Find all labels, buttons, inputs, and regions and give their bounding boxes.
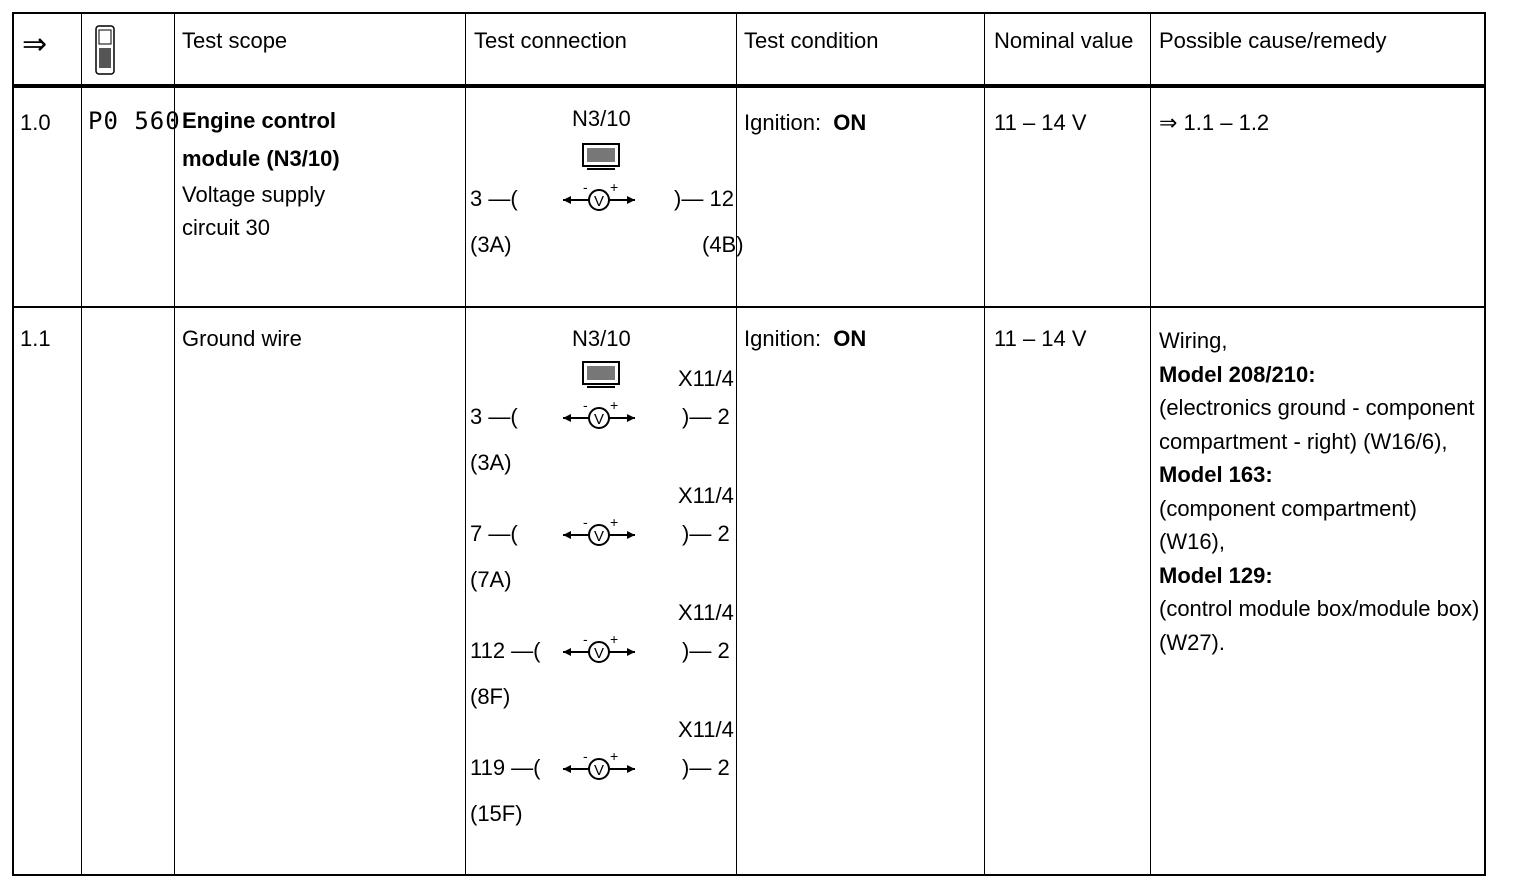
svg-text:+: + (610, 632, 619, 647)
pin-left-sub: (3A) (470, 450, 512, 475)
nominal-value: 11 – 14 V (994, 110, 1087, 135)
voltmeter-icon (561, 398, 637, 440)
scope-title-line1: Engine control (182, 108, 336, 133)
condition-value: ON (833, 326, 867, 351)
pin-left-sub: (8F) (470, 684, 511, 709)
target-connector: X11/4 (678, 366, 734, 391)
pin-right: )— 2 (682, 638, 730, 663)
svg-text:V: V (593, 645, 605, 662)
svg-text:-: - (583, 180, 588, 195)
voltmeter-icon (561, 515, 637, 557)
target-connector: X11/4 (678, 717, 734, 742)
svg-text:-: - (583, 749, 588, 764)
header-divider (14, 84, 1484, 88)
test-condition (744, 106, 866, 140)
voltmeter-icon (561, 749, 637, 791)
svg-text:V: V (593, 528, 605, 545)
voltmeter-icon (561, 632, 637, 674)
col-divider (736, 14, 737, 874)
diagnostic-table (12, 12, 1486, 876)
col-divider (465, 14, 466, 874)
pin-right-sub: (4B) (702, 232, 744, 257)
arrow-icon: ⇒ (22, 28, 48, 61)
scope-desc-line1: Voltage supply (182, 182, 326, 207)
svg-text:+: + (610, 180, 619, 195)
condition-value: ON (833, 110, 867, 135)
target-connector: X11/4 (678, 483, 734, 508)
handheld-tester-icon (94, 24, 116, 86)
component-label: N3/10 (572, 106, 631, 131)
svg-text:-: - (583, 515, 588, 530)
col-divider (174, 14, 175, 874)
svg-text:+: + (610, 398, 619, 413)
pin-right-number: 12 (709, 186, 734, 211)
pin-left-sub: (3A) (470, 232, 512, 257)
remedy-link[interactable]: ⇒ 1.1 – 1.2 (1159, 110, 1270, 135)
row-divider (14, 306, 1484, 308)
col-divider (1150, 14, 1151, 874)
col-divider (81, 14, 82, 874)
remedy-text (1159, 324, 1484, 659)
pin-left: 112 —( (470, 638, 541, 663)
remedy-line: (control module box/module box) (1159, 596, 1480, 621)
remedy-line: Wiring, (1159, 328, 1228, 353)
svg-text:V: V (593, 193, 605, 210)
pin-left: 119 —( (470, 755, 541, 780)
pin-right: )— 12 (674, 186, 734, 211)
remedy-line: Model 163: (1159, 462, 1273, 487)
header-possible-cause: Possible cause/remedy (1159, 28, 1387, 53)
remedy-line: (W27). (1159, 629, 1225, 655)
remedy-line: (electronics ground - component (1159, 395, 1475, 420)
component-label: N3/10 (572, 326, 631, 351)
svg-text:-: - (583, 398, 588, 413)
col-divider (984, 14, 985, 874)
target-connector: X11/4 (678, 600, 734, 625)
pin-left-sub: (7A) (470, 567, 512, 592)
scope-desc-line2: circuit 30 (182, 215, 271, 240)
scope-title-line2: module (N3/10) (182, 146, 340, 171)
header-nominal-value: Nominal value (994, 28, 1134, 53)
pin-left: 3 —( (470, 404, 518, 429)
remedy-line: Model 129: (1159, 562, 1273, 588)
header-test-scope: Test scope (182, 28, 288, 53)
remedy-line: compartment - right) (W16/6), (1159, 428, 1448, 454)
fault-code: P0 560 (88, 107, 181, 135)
svg-text:+: + (610, 515, 619, 530)
pin-right: )— 2 (682, 521, 730, 546)
scope-title: Ground wire (182, 326, 302, 351)
ecu-icon (581, 360, 621, 396)
ecu-icon (581, 142, 621, 178)
voltmeter-icon (561, 180, 637, 222)
svg-text:V: V (593, 411, 605, 428)
nominal-value: 11 – 14 V (994, 326, 1087, 351)
pin-left-number: 3 (470, 186, 483, 211)
header-test-connection: Test connection (474, 28, 627, 53)
condition-label: Ignition: (744, 326, 822, 351)
condition-label: Ignition: (744, 110, 822, 135)
svg-text:V: V (593, 762, 605, 779)
svg-text:+: + (610, 749, 619, 764)
pin-left: 7 —( (470, 521, 518, 546)
pin-left: 3 —( (470, 186, 518, 211)
remedy-line: (component compartment) (W16), (1159, 495, 1417, 554)
pin-right: )— 2 (682, 755, 730, 780)
pin-left-sub: (15F) (470, 801, 523, 826)
header-test-condition: Test condition (744, 28, 879, 53)
svg-text:-: - (583, 632, 588, 647)
step-number: 1.1 (20, 326, 51, 351)
pin-right: )— 2 (682, 404, 730, 429)
step-number: 1.0 (20, 110, 51, 135)
test-condition (744, 322, 866, 356)
remedy-line: Model 208/210: (1159, 361, 1316, 387)
